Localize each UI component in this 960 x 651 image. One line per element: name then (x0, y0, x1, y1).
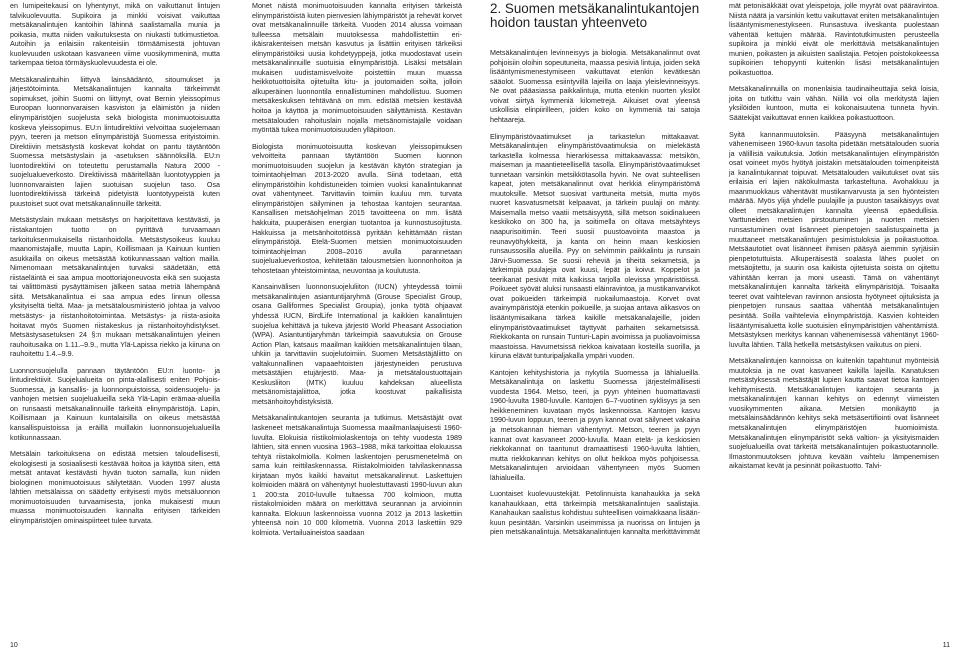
page-number-right: 11 (942, 642, 950, 649)
paragraph: Elinympäristövaatimukset ja tarkastelun mittakaavat. Metsäkanalintujen elinympäristövaatimuksia on mielekästä tarkastella kolmessa hierarkisessa mittakaavassa: metsikön, maiseman ja maantieteellisellä tasolla. Elinympäristövaatimukset tunnetaan varsinkin metsikkötasolla hyvin. Ne ovat suhteellisen kapeat, joten metsäkanalinnut ovat herkkiä elinympäristömä muutoksille. Metsot suosivat varttuneita metsiä, mutta myös nuoret kasvatusmetsät kelpaavat, ja tärkein puulaji on mänty. Maisemalla metso vaatii metsäisyyttä, sillä metson soidinalueen keskikoko on 300 ha, ja soitimella on oltava metsäyhteys naapurisoitimiin. Teeri suosii puustoavointa maastoa ja reunavyöhykkeitä, ja kanta on heinn maan keskiosien runsaussosilla alueilla. Pyy on selvimmin paikkalintu ja runsain Järvi-Suomessa. Se suosii reheviä ja tiheitä sekametsiä, ja tärkeimpiä puulajeja ovat kuusi, lepät ja koivut. Koppelot ja teerikanat pesivät mitä kaikissa tarjolla olevissa ympäristöissä. Poikueet syövät aluksi runsaasti eläinravintoa, ja mustikanvarvikot ovat poikueiden tärkeimpiä ruokailumaastoja. Korvet ovat avainympäristöjä etenkin poikueille, ja suojaa antava alikasvos on lisääntymisaikana tärkeä kaikille metsäkanalajeille, joiden elinympäristövaatimukset täyttyvät parhaiten sekametsissä. Riekkokanta on runsain Tunturi-Lapin avoimissa ja puoliavoimissa maastoissa. Havumetsissä riekkoa kaivataan kosteilla suorilla, ja kiiruna elävät tunturipaljakalla ympäri vuoden. (490, 132, 700, 361)
paragraph: Metsäkanalintujen kannoissa on kuitenkin tapahtunut myönteisiä muutoksia ja ne ovat kasvaneet kaikilla lajeilla. Kanatuksen metsästyksessä metsästäjät lupien kautta saavat tietoa kantojen kehittymisestä. Metsäkanalintujen kantojen seuranta ja metsäkanalintujen kannan kehitys on edennyt viimeisten vuosikymmenten aikana. Metsien monikäyttö ja metsälainsäädännön kehitys sekä metsäsertifiointi ovat lisänneet metsäkanalintujen elinympäristöjen huomioimista. Metsäkanalintujen elinympäristöt sekä valtion- ja yksityismaiden suojelualueilla ovat tärkeitä metsäkanalintujen poikastuotannolle. Ilmastonmuutoksen johtuva kevään vaihtelu lämpenemisen aikaistamat kevät ja pesinnät poikastuotto. Talvi- (729, 357, 939, 471)
paragraph: Luontaiset kuolevuustekijät. Petolinnuista kanahaukka ja sekä kanahaukkaan, että tärkeimpiä metsäkanalintujen saalistajia. Kanahaukan saalistus kohdistuu suhteellisen voimakkaana lisään- kuun pesintään. Varsinkin useimmissa ja nuorissa on lintujen ja pien metsäkanalintuja. Metsäkanalintujen kannalta merkittävimmät (490, 490, 700, 537)
chapter-heading: 2. Suomen metsäkanalintukantojen hoidon taustan yhteenveto (490, 1, 700, 30)
paragraph: Syitä kannanmuutoksiin. Pääsyynä metsäkanalintujen vähenemiseen 1960-luvun tasolta pidetään metsätalouden suoria ja välillisiä vaikutuksia. Jotkin metsäkanalintujen elinympäristön osat voineet myös hyötyä joistakin metsätalouden toimenpiteistä ja kanalintukannat toipuvat. Metsätalouden vaikutukset ovat siis erilaisia eri lajien näkökulmasta tarkasteltuna. Avohakkuu ja maanmuokkaus vähentävät mustikanvarvusta ja sen hyönteisten määrää. Myös ylijä yhdelle puulajille ja puuston tasaikäisyys ovat olleet metsäkanalintujen kannalta yleensä epäedullisia. Varttuneiden metsien pirstoutuminen ja nuorten metsien runsastuminen ovat lisänneet pienpetojen saalistuspainetta ja muuttaneet metsäkanalintujen pesimistuloksia ja poikastuottoa. Metsäautotiet ovat lisänneet ihmisen pääsyä aiemmin syrjäisiin pienpetotuttuista. Alkuperäisestä soalasta lähes puolet on metsäojitettu, ja suurin osa kaikista ojitetuista soista on ojitettu vähintään kerran ja moni useasti. Tämä on vähentänyt metsäkanalintujen kannalta tärkeitä elinympäristöjä. Toisaalta teeret ovat vaihtelevan ravinnon ansiosta hyötyneet ojituksista ja pienpetojen runsaus saattaa vähentää metsäkanalintujen pesintää. Soilla vaihtelevia elinympäristöjä. Kasvien kohteiden lisääntymisaluetta kolle suotuisien elinympäristöjen vähentämistä. Metsästyksen merkitys kannan vähenemisessä vähentänyt 1960-luvulta lähtien. Tällä hetkellä metsästyksen vaikutus on pieni. (729, 130, 939, 349)
right-column-2 (729, 2, 939, 479)
paragraph: Monet näistä monimuotoisuuden kannalta erityisen tärkeistä elinympäristöistä kuten pienvesien lähiympäristöt ja rehevät korvet ovat metsäkanalinnuille tärkeitä. Vuoden 2014 alussa voimaan tulleessa metsälain muutoksessa mahdollistettiin eri-ikäisrakenteisen metsän kasvutus ja lisättiin erityisen tärkeiksi elinympäristöiksi uusia kohdetyyppejä, jotka muodostavat usein metsäkanalinnuille suotuisia elinympäristöjä. Lisäksi metsälain mukaisen uudistamisvelvoite poistettiin muun muassa heikkotuottoisilta ojitetuilta kitu- ja joutomaiden soilta, jolloin alkuperäinen luonnontila ennallistuminen mahdollistuu. Suomen metsäkeskuksen tehtävänä on mm. edistää metsien kestävää hoitoa ja käyttöä ja monimuotoisuuden säilyttämistä. Kestävän metsätalouden rahoituslain nojalla metsänomistajalle voidaan myöntää tukea monimuotoisuuden ylläpitoon. (252, 2, 462, 135)
paragraph: en lumipeitekausi on lyhentynyt, mikä on vaikuttanut lintujen talvikuolevuutta. Supikoira ja minkki voisivat vaikuttaa metsäkanalintujen kantoihin lähinnä saalistamalla munia ja poikasia, mutta niiden vaikutuksesta on niukasti tutkimustietoa. Autoihin ja erilaisiin rakenteisiin törmäämisestä johtuvan kuolevuuden uskotaan kasvaneen viime vuosikymmeninä, mutta tarkempaa tietoa törmäyskuolevuudesta ei ole. (10, 2, 220, 68)
paragraph: Metsäkanalintuihin liittyvä lainsäädäntö, sitoumukset ja järjestötoiminta. Metsäkanalintujen kannalta tärkeimmät sopimukset, joihin Suomi on liittynyt, ovat Bernin yleissopimus Euroopan luonnonvaraisen kasviston ja eläimistön ja niiden elinympäristöjen suojelusta sekä biologista monimuotoisuutta koskeva yleissopimus. EU:n lintudirektiivi velvoittaa suojelemaan pyyn, teeren ja metson elinympäristöjä Suomessa erityistoimin. Direktiivin metsästystä koskevat kohdat on pantu täytäntöön Suomessa metsästyslain ja -asetuksen säännöksillä. EU:n luontodirektiivi on toteutettu perustamalla Natura 2000 -suojelualueverkosto. Direktiivissä määritellään luontotyyppien ja luonnonvaraisten lajien suotuisan suojelun taso. Osa luontodirektiivissä tärkeinä pidetyistä luontotyypeistä kuten puustoiset suot ovat metsäkanalinnuille tärkeitä. (10, 75, 220, 208)
left-column-1 (10, 2, 220, 533)
paragraph: Metsälain tarkoituksena on edistää metsien taloudellisesti, ekologisesti ja sosiaalisesti kestävää hoitoa ja käyttöä siten, että metsät antavat kestävästi hyvän tuoton samalla, kun niiden biologinen monimuotoisuus säilytetään. Vuoden 1997 alusta lähtien metsälaissa on säädetty erityisesti myös metsäluonnon monimuotoisuuden turvaamisesta, jonka mukaisesti muun muassa monimuotoisuuden kannalta erityisen tärkeiden elinympäristöjen ominaispiirteet tulee turvata. (10, 450, 220, 525)
paragraph: Metsäkanalintujen levinneisyys ja biologia. Metsäkanalinnut ovat pohjoisiin oloihin sopeutuneita, maassa pesiviä lintuja, joiden sekä lisääntymismenestymiseen vaikuttavat etenkin kevätkesän sääolot. Suomessa esiintyvillä lajeilla on laaja yleislevinneisyys. Ne ovat pääasiassa paikkalintuja, mutta etenkin nuorten yksilöt voivat siirtyä kymmeniä kilometrejä. Aikuiset ovat yleensä uskollisia elinpiirilleen, joiden koko on kymmeniä tai satoja hehtaareja. (490, 49, 700, 125)
paragraph: Biologista monimuotoisuutta koskevan yleissopimuksen velvoitteita pannaan täytäntöön Suomen luonnon monimuotoisuuden suojelun ja kestävän käytön strategian ja toimintaohjelman 2013-2020 avulla. Siinä todetaan, että elinympäristöihin kohdistuneiden toimien vuoksi kanalintukannat ovat vähentyneet. Tarvittaviin toimiin kuuluu mm. turvata elinympäristöjen säilyminen ja tehostaa kantojen seurantaa. Kansallisen metsäohjelman 2015 tavoitteena on mm. lisätä hakkuita, puuperäisen energian tuotantoa ja kunnostusojitusta. Hakkuissa ja metsänhoitotöissä pyritään kehittämään riistan elinympäristöjä. Etelä-Suomen metsien monimuotoisuuden toimintaohjelman 2008–2016 avulla parannetaan suojelualueverkostoa, kehitetään talousmetsien luonnonhoitoa ja tehostetaan yhteistoimintaa, neuvontaa ja koulutusta. (252, 142, 462, 275)
paragraph: Kantojen kehityshistoria ja nykytila Suomessa ja lähialueilla. Metsäkanalintuja on laskettu Suomessa järjestelmällisesti vuodesta 1964. Metso, teeri, ja pyyn yhteinen huomattavasti 1960-luvulta 1980-luvulle. Kantojen 6–7-vuotinen syklisyys ja sen heikkeneminen kuvataan myös laskennoissa. Kantojen kasvu 1990-luvun loppuun, teeren ja pyyn kannat ovat säilyneet vakaina ja metsokannan hieman vähentynyt. Metson, teeren ja pyyn kannat ovat kasvaneet 2000-luvulla. Maan etelä- ja keskiosien riekkokannat on taantunut dramaattisesti 1960-luvulta lähtien, mutta riekkokannan kehitys on ollut heikkoa myös pohjoisessa. Metsäkanalintujen arvioidaan vähentyneen myös Suomen lähialueilla. (490, 368, 700, 482)
page-number-left: 10 (10, 642, 18, 649)
left-column-2 (252, 2, 462, 546)
paragraph: Luonnonsuojelulla pannaan täytäntöön EU:n luonto- ja lintudirektiivit. Suojelualueita on pinta-alallisesti eniten Pohjois-Suomessa, ja kansallis- ja luonnonpuistoissa, soidensuojelu- ja vanhojen metsien suojelualueilla sekä Ylä-Lapin erämaa-alueilla on runsaasti metsäkanalinnuille tärkeitä elinympäristöjä. Lapin, Koillismaan ja Kainuun kuntalaisilla on oikeus metsästää kansallispuistoissa ja eräillä muillakin luonnonsuojelualueilla kotikunnassaan. (10, 366, 220, 442)
paragraph: Metsäkanalinnuilla on monenlaisia taudinaiheuttajia sekä loisia, joita on tutkittu vain vähän. Niillä voi olla merkitystä lajien yksilöiden kuntoon, mutta ei kokonaisuutena tunneta hyvin. Säätekijät vaikuttavat ennen kaikkea poikastuottoon. (729, 85, 939, 123)
paragraph: mät petonisäkkäät ovat yleispetoja, jolle myyrät ovat pääravintoa. Niistä näätä ja varsinkin kettu vaikuttavat eniten metsäkanalintujen lisääntymismenestykseen. Runsastuva ilveskanta puolestaan vähentää kettujen määrää. Ravintotutkimusten perusteella supikoira ja minkki eivät ole merkittäviä metsäkanalintujen munien, poikasten ja aikuisten saalistajia. Petojen poistokokeessa supikoirien tehopyynti kuitenkin lisäsi metsäkanalintujen poikastuottoa. (729, 2, 939, 77)
right-page (480, 0, 960, 651)
paragraph: Kansainvälisen luonnonsuojeluliiton (IUCN) yhteydessä toimii metsäkanalintujen asiantuntijaryhmä (Grouse Specialist Group, osana Galliformes Specialist Groupia), jonka työtä ohjaavat yhdessä IUCN, BirdLife International ja kaikkien kanalintujen suojelua kehittävä ja tukeva järjestö World Pheasant Association (WPA). Asiantuntijaryhmän tärkeimpiä saavutuksia on Grouse Action Plan, katsaus maailman kaikkien metsäkanalintujen tilaan, uhkiin ja tarvittaviin suojelutoimiin. Suomen Metsästäjäliitto on valtakunnallinen vapaaehtoisten järjestyneiden perustuva metsästäjien etujärjestö. Maa- ja metsätaloustuottajain Keskusliiton (MTK) kuuluu kahdeksan alueellista metsänomistajaliittoa, jotka koostuvat paikallisista metsänhoitoyhdistyksistä. (252, 283, 462, 406)
right-column-1 (490, 2, 700, 545)
paragraph: Metsäkanalintukantojen seuranta ja tutkimus. Metsästäjät ovat laskeneet metsäkanalintuja Suomessa maailmanlaajuisesti 1960-luvulta. Elokuisia riistikolmiolaskentoja on tehty vuodesta 1989 lähtien, sitä ennen vuosina 1963–1988, mikä tarkoittaa elokuussa tehtyä riistakolmiolla. Kolmen laskentojen perusmenetelmä on sama kuin reittilaskennassa. Riistakolmioiden talvilaskennassa kirjataan myös kaikki havaitut metsäkanalinnut. Laskettujen kolmioiden määrä on vähentynyt huolestuttavasti 1990-luvun alun 1 200:sta 2010-luvulle tultaessa 700 kolmioon, mutta riistakolmioiden määrä on merkittävä seurannan ja arvioinnin kannalta. Elokuun laskennoissa vuonna 2012 ja 2013 laskettiin yhteensä noin 10 000 kilometriä. Vuonna 2013 laskettiin 929 kolmiota. Vertailuaineistoa saadaan (252, 414, 462, 537)
paragraph: Metsästyslain mukaan metsästys on harjoitettava kestävästi, ja riistakantojen tuotto on pyrittävä turvaamaan tarkoituksenmukaisella riistanhoidolla. Metsästysoikeus kuuluu maanomistajalle, muutta Lapin, Koillismaan ja Kainuun kuntien asukkailla on oikeus metsästää kotikunnassaan valtion mailla. Nimenomaan metsäkanalintujen turvaksi säädetään, että riistaeläintä ei saa ampua moottoriajoneuvosta eikä sen suojasta tai välittömästi pysäyttämisen jälkeen sataa metriä lähempänä siitä. Metsäkanalintua ei saa ampua edes linnun ollessa yksityiseltä tieltä. Maa- ja metsätalousministeriö johtaa ja valvoo metsästys- ja riistanhoitotoimintaa. Metsästys- ja riista-asioita hoitavat myös Suomen riistakeskus ja riistanhoitoyhdistykset. Metsästysasetuksen 24 §:n mukaan metsäkanalintujen yleinen rauhoitusaika on 1.11.–9.9., mutta Ylä-Lapissa riekko ja kiiruna on rauhoitettu 1.4.–9.9. (10, 216, 220, 359)
